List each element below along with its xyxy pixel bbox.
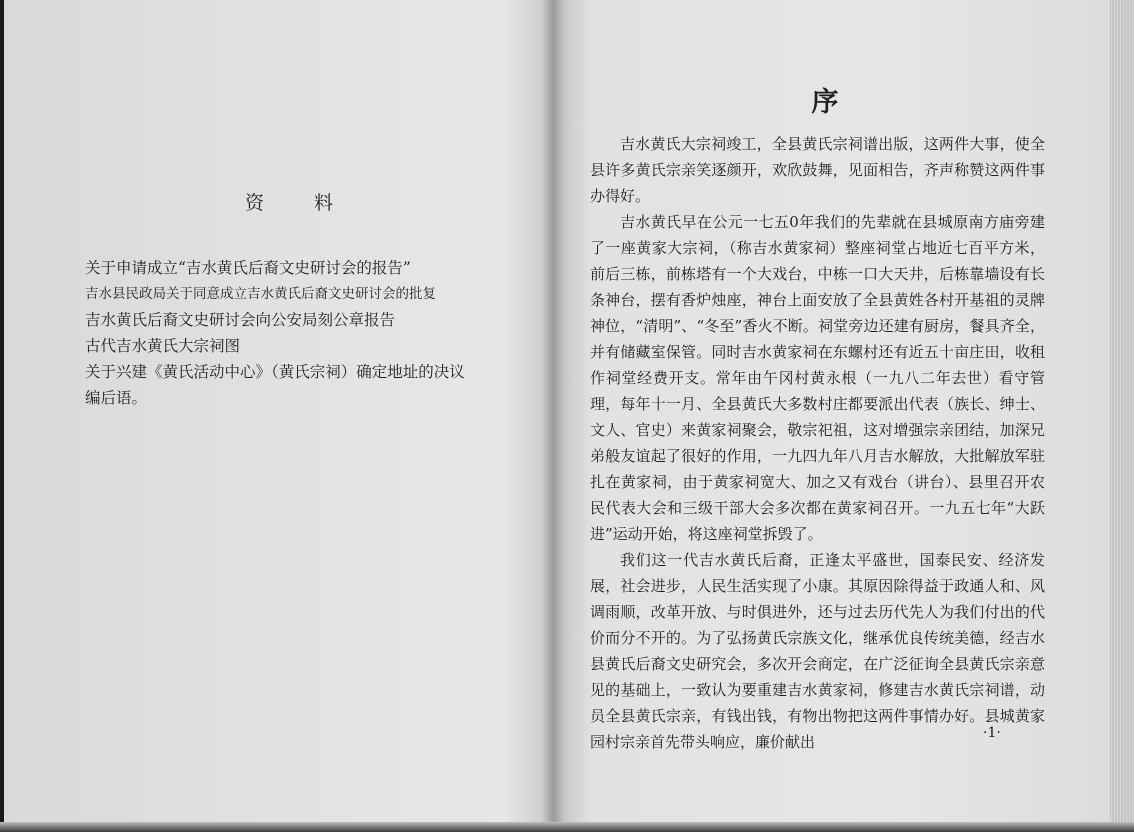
materials-item: 吉水黄氏后裔文史研讨会向公安局刻公章报告 bbox=[85, 311, 396, 329]
materials-item: 关于申请成立“吉水黄氏后裔文史研讨会的报告” bbox=[85, 259, 411, 277]
page-number: ·1· bbox=[983, 725, 1001, 741]
page-stack-edge bbox=[1110, 0, 1134, 832]
materials-item: 古代吉水黄氏大宗祠图 bbox=[85, 337, 241, 355]
preface-paragraph: 我们这一代吉水黄氏后裔，正逢太平盛世，国泰民安、经济发展，社会进步，人民生活实现了小康。其原因除得益于政通人和、风调雨顺，改革开放、与时俱进外，还与过去历代先人为我们付出的代价而分不开的。为了弘扬黄氏宗族文化，继承优良传统美德，经吉水县黄氏后裔文史研究会，多次开会商定，在广泛征询全县黄氏宗亲意见的基础上，一致认为要重建吉水黄家祠，修建吉水黄氏宗祠谱，动员全县黄氏宗亲，有钱出钱，有物出物把这两件事情办好。县城黄家园村宗亲首先带头响应，廉价献出 bbox=[590, 551, 1045, 751]
right-page bbox=[590, 80, 1110, 755]
preface-title: 序 bbox=[811, 87, 839, 118]
preface-paragraph: 吉水黄氏大宗祠竣工，全县黄氏宗祠谱出版，这两件大事，使全县许多黄氏宗亲笑逐颜开，欢欣鼓舞，见面相告，齐声称赞这两件事办得好。 bbox=[590, 135, 1045, 205]
left-page bbox=[40, 150, 520, 411]
preface-paragraph: 吉水黄氏早在公元一七五0年我们的先辈就在县城原南方庙旁建了一座黄家大宗祠，（称吉水黄家祠）整座祠堂占地近七百平方米，前后三栋，前栋塔有一个大戏台，中栋一口大天井，后栋靠墙设有长条神台，摆有香炉烛座，神台上面安放了全县黄姓各村开基祖的灵牌神位，“清明”、“冬至”香火不断。祠堂旁边还建有厨房，餐具齐全，并有储藏室保管。同时吉水黄家祠在东螺村还有近五十亩庄田，收租作祠堂经费开支。常年由午冈村黄永根（一九八二年去世）看守管理，每年十一月、全县黄氏大多数村庄都要派出代表（族长、绅士、文人、官史）来黄家祠聚会，敬宗祀祖，这对增强宗亲团结，加深兄弟般友谊起了很好的作用，一九四九年八月吉水解放，大批解放军驻扎在黄家祠，由于黄家祠宽大、加之又有戏台（讲台）、县里召开农民代表大会和三级干部大会多次都在黄家祠召开。一九五七年“大跃进”运动开始，将这座祠堂拆毁了。 bbox=[590, 213, 1045, 543]
materials-list bbox=[40, 255, 520, 411]
page-bottom-edge bbox=[0, 822, 1134, 832]
materials-item: 关于兴建《黄氏活动中心》（黄氏宗祠）确定地址的决议 bbox=[85, 363, 465, 381]
materials-item: 编后语。 bbox=[85, 389, 148, 407]
materials-item: 吉水县民政局关于同意成立吉水黄氏后裔文史研讨会的批复 bbox=[85, 286, 436, 302]
section-title: 资 料 bbox=[244, 192, 356, 214]
